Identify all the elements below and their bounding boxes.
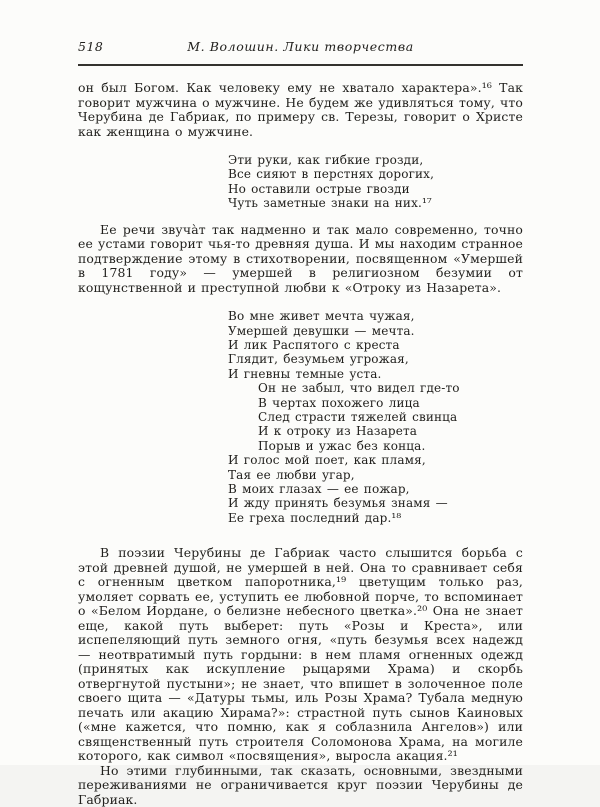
paragraph: Но этими глубинными, так сказать, основными, звездными переживаниями не ограничивается круг поэзии Черубины де Габриак. <box>78 762 523 807</box>
verse-line: Ее греха последний дар.¹⁸ <box>228 510 402 525</box>
verse-line: И голос мой поет, как пламя, <box>228 453 426 468</box>
verse-line: Все сияют в перстнях дорогих, <box>228 167 435 182</box>
verse-line: В чертах похожего лица <box>258 395 420 410</box>
verse-line: Умершей девушки — мечта. <box>228 323 415 338</box>
verse-line: След страсти тяжелей свинца <box>258 409 458 424</box>
verse-line: Тая ее любви угар, <box>228 467 355 482</box>
text-block <box>78 0 523 807</box>
stanza <box>228 309 523 381</box>
verse-line: Он не забыл, что видел где-то <box>258 381 460 396</box>
page-number: 518 <box>78 39 104 54</box>
verse-line: И к отроку из Назарета <box>258 424 418 439</box>
verse-line: И жду принять безумья знамя — <box>228 496 448 511</box>
paragraph: В поэзии Черубины де Габриак часто слышится борьба с этой древней душой, не умершей в ней. Она то сравнивает себя с огненным цветком папоротника,¹⁹ цветущим только раз, умоляет сорвать ее, уступить ее любовной порче, то вспоминает о «Белом Иордане, о белизне небесного цветка».²⁰ Она не знает еще, какой путь выберет: путь «Розы и Креста», или испепеляющий путь земного огня, «путь безумья всех надежд — неотвратимый путь гордыни: в нем пламя огненных одежд (принятых как искупление рыцарями Храма) и скорбь отвергнутой пустыни»; не знает, что впишет в золоченное поле своего щита — «Датуры тьмы, иль Розы Храма? Тубала медную печать или акацию Хирама?»: страстной путь сынов Каиновых («мне кажется, что помню, как я соблазнила Ангелов») или священственный путь строителя Соломонова Храма, на могиле которого, как символ «посвящения», выросла акация.²¹ <box>78 545 523 764</box>
paragraph: Ее речи звуча̀т так надменно и так мало современно, точно ее устами говорит чья-то древняя душа. И мы находим странное подтверждение этому в стихотворении, посвященном «Умершей в 1781 году» — умершей в религиозном безумии от кощунственной и преступной любви к «Отроку из Назарета». <box>78 221 523 295</box>
verse-line: Порыв и ужас без конца. <box>258 438 426 453</box>
verse-line: И гневны темные уста. <box>228 366 382 381</box>
stanza <box>258 381 523 453</box>
running-head <box>78 40 523 66</box>
paragraph: он был Богом. Как человеку ему не хватало характера».¹⁶ Так говорит мужчина о мужчине. Не будем же удивляться тому, что Черубина де Габриак, по примеру св. Терезы, говорит о Христе как женщина о мужчине. <box>78 80 523 139</box>
verse-line: Но оставили острые гвозди <box>228 181 410 196</box>
verse-line: Чуть заметные знаки на них.¹⁷ <box>228 196 432 211</box>
stanza <box>228 153 523 211</box>
running-title: М. Волошин. Лики творчества <box>187 39 414 54</box>
stanza <box>228 453 523 525</box>
verse-block <box>228 309 523 525</box>
verse-line: И лик Распятого с креста <box>228 337 400 352</box>
verse-block <box>228 153 523 211</box>
verse-line: Во мне живет мечта чужая, <box>228 309 415 324</box>
verse-line: Глядит, безумьем угрожая, <box>228 352 409 367</box>
verse-line: Эти руки, как гибкие грозди, <box>228 153 424 167</box>
verse-line: В моих глазах — ее пожар, <box>228 482 410 496</box>
